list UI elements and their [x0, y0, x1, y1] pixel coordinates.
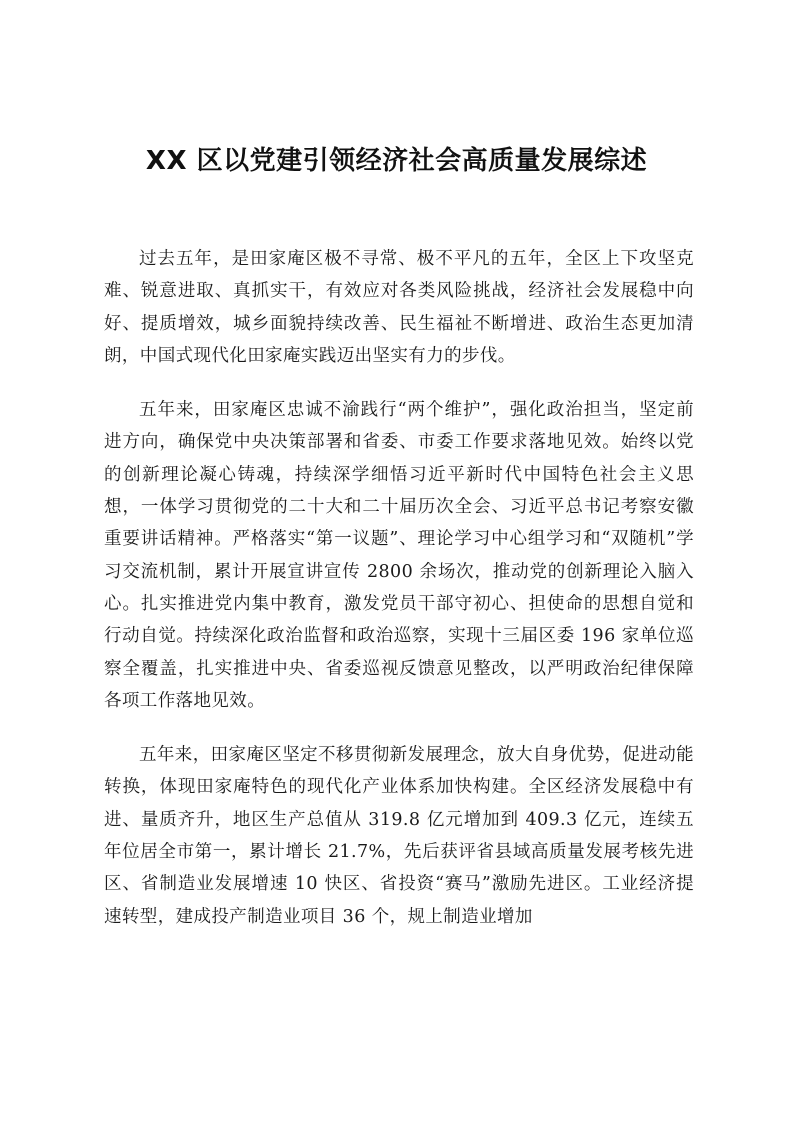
- paragraph-3: 五年来，田家庵区坚定不移贯彻新发展理念，放大自身优势，促进动能转换，体现田家庵特色的现代化产业体系加快构建。全区经济发展稳中有进、量质齐升，地区生产总值从 319.8 亿元增加到 409.3 亿元，连续五年位居全市第一，累计增长 21.7%，先后获评省县域高质量发展考核先进区、省制造业发展增速 10 快区、省投资“赛马”激励先进区。工业经济提速转型，建成投产制造业项目 36 个，规上制造业增加: [104, 745, 694, 927]
- document-title: XX 区以党建引领经济社会高质量发展综述: [145, 146, 648, 176]
- paragraph-1: 过去五年，是田家庵区极不寻常、极不平凡的五年，全区上下攻坚克难、锐意进取、真抓实干，有效应对各类风险挑战，经济社会发展稳中向好、提质增效，城乡面貌持续改善、民生福祉不断增进、政治生态更加清朗，中国式现代化田家庵实践迈出坚实有力的步伐。: [104, 249, 694, 366]
- document-body: [104, 243, 694, 955]
- paragraph-2: 五年来，田家庵区忠诚不渝践行“两个维护”，强化政治担当，坚定前进方向，确保党中央决策部署和省委、市委工作要求落地见效。始终以党的创新理论凝心铸魂，持续深学细悟习近平新时代中国特色社会主义思想，一体学习贯彻党的二十大和二十届历次全会、习近平总书记考察安徽重要讲话精神。严格落实“第一议题”、理论学习中心组学习和“双随机”学习交流机制，累计开展宣讲宣传 2800 余场次，推动党的创新理论入脑入心。扎实推进党内集中教育，激发党员干部守初心、担使命的思想自觉和行动自觉。持续深化政治监督和政治巡察，实现十三届区委 196 家单位巡察全覆盖，扎实推进中央、省委巡视反馈意见整改，以严明政治纪律保障各项工作落地见效。: [104, 400, 694, 711]
